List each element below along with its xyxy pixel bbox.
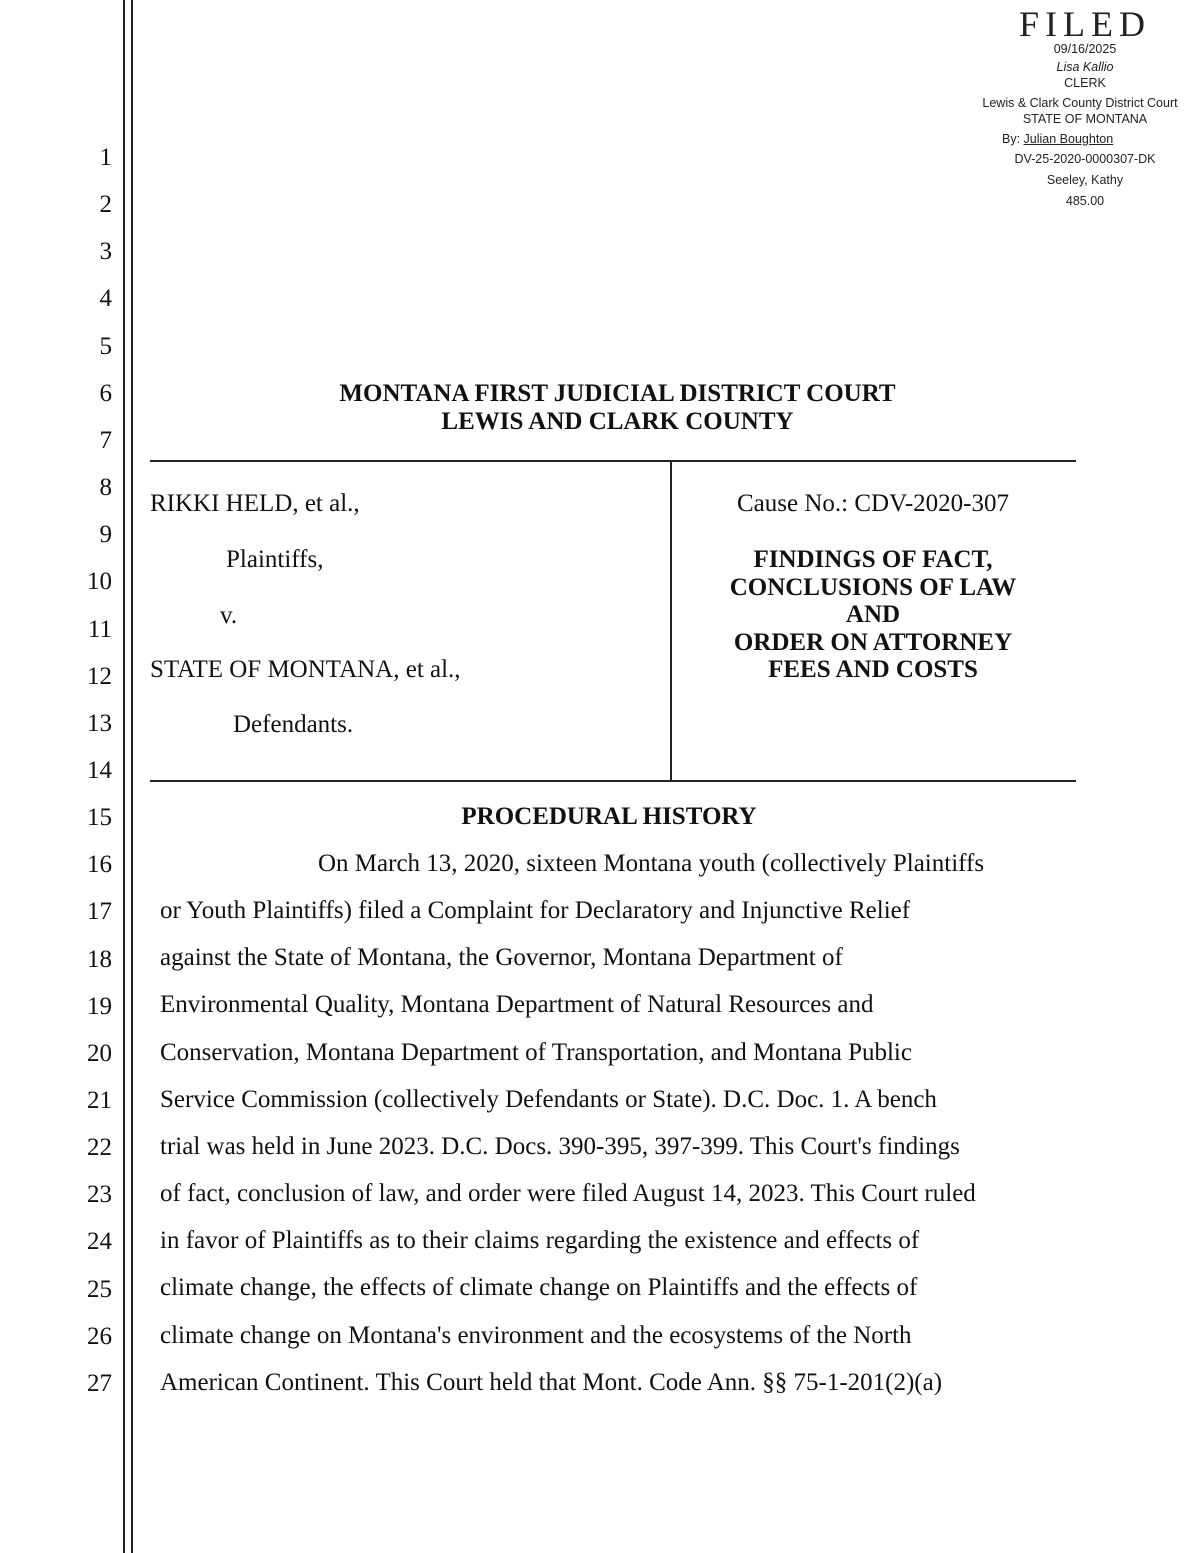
caption-divider (670, 461, 672, 781)
line-number: 3 (99, 238, 112, 266)
document-title (690, 546, 1056, 684)
line-number: 20 (87, 1039, 112, 1067)
body-line: against the State of Montana, the Governor, Montana Department of (160, 944, 843, 972)
body-line: in favor of Plaintiffs as to their claims regarding the existence and effects of (160, 1227, 920, 1255)
court-heading (150, 380, 1085, 436)
caption-top-rule (150, 460, 1076, 462)
body-line: On March 13, 2020, sixteen Montana youth (collectively Plaintiffs (318, 850, 985, 877)
line-number: 17 (87, 898, 112, 926)
court-name: MONTANA FIRST JUDICIAL DISTRICT COURT (339, 380, 896, 407)
body-line: Conservation, Montana Department of Transportation, and Montana Public (160, 1038, 912, 1066)
defendant-role: Defendants. (233, 711, 354, 738)
line-number: 1 (99, 144, 112, 171)
court-county: LEWIS AND CLARK COUNTY (441, 408, 794, 435)
line-number: 21 (87, 1087, 112, 1114)
line-number: 12 (87, 662, 112, 690)
section-heading: PROCEDURAL HISTORY (461, 803, 757, 830)
judge-name: Seeley, Kathy (1046, 173, 1124, 187)
body-line: of fact, conclusion of law, and order were filed August 14, 2023. This Court ruled (160, 1180, 976, 1208)
clerk-court: Lewis & Clark County District Court (982, 96, 1178, 110)
line-number: 2 (99, 191, 112, 219)
line-number: 10 (87, 568, 112, 596)
body-line: American Continent. This Court held that Mont. Code Ann. §§ 75-1-201(2)(a) (160, 1368, 943, 1396)
line-number: 27 (87, 1369, 112, 1397)
by-label: By: (1002, 132, 1021, 146)
plaintiff-role: Plaintiffs, (226, 546, 324, 573)
body-line: climate change, the effects of climate change on Plaintiffs and the effects of (160, 1274, 918, 1302)
clerk-state: STATE OF MONTANA (1022, 112, 1148, 126)
versus: v. (220, 602, 238, 629)
filed-date: 09/16/2025 (1053, 42, 1117, 56)
fee-amount: 485.00 (1065, 194, 1105, 208)
clerk-name: Lisa Kallio (1056, 60, 1114, 74)
line-number: 18 (87, 945, 112, 973)
cause-number: Cause No.: CDV-2020-307 (737, 490, 1009, 517)
caption-bottom-rule (150, 780, 1076, 782)
line-number: 5 (99, 332, 112, 360)
line-number: 8 (99, 474, 112, 502)
line-number: 6 (99, 379, 112, 407)
line-number: 15 (87, 804, 112, 832)
line-number: 25 (87, 1275, 112, 1303)
filed-label: FILED (1019, 4, 1151, 44)
line-number: 26 (87, 1322, 112, 1350)
line-number: 9 (99, 521, 112, 549)
title-line: CONCLUSIONS OF LAW (729, 573, 1017, 601)
body-line: trial was held in June 2023. D.C. Docs. 390-395, 397-399. This Court's findings (160, 1132, 960, 1160)
title-line: ORDER ON ATTORNEY (733, 628, 1013, 656)
filed-by (1002, 132, 1151, 147)
body-line: climate change on Montana's environment and the ecosystems of the North (160, 1321, 912, 1349)
line-number: 13 (87, 709, 112, 737)
body-line: or Youth Plaintiffs) filed a Complaint for Declaratory and Injunctive Relief (160, 897, 911, 925)
margin-rule-right (131, 0, 133, 1553)
body-line: Environmental Quality, Montana Department of Natural Resources and (160, 991, 874, 1019)
plaintiff-name: RIKKI HELD, et al., (150, 490, 360, 517)
line-number: 7 (99, 426, 112, 454)
clerk-title: CLERK (1064, 76, 1106, 90)
line-number: 24 (87, 1228, 112, 1256)
line-number: 11 (87, 615, 112, 643)
title-line: FINDINGS OF FACT, (753, 546, 993, 573)
title-line: AND (845, 601, 901, 628)
margin-rule-left (123, 0, 125, 1553)
line-number: 19 (87, 992, 112, 1020)
title-line: FEES AND COSTS (768, 656, 978, 683)
line-number: 22 (87, 1134, 112, 1162)
line-number: 4 (99, 285, 112, 313)
body-line: Service Commission (collectively Defendants or State). D.C. Doc. 1. A bench (160, 1085, 937, 1113)
line-number: 16 (87, 851, 112, 879)
line-number: 14 (87, 756, 112, 784)
defendant-name: STATE OF MONTANA, et al., (150, 656, 461, 683)
line-number: 23 (87, 1181, 112, 1209)
case-id: DV-25-2020-0000307-DK (1014, 152, 1156, 166)
by-name: Julian Boughton (1023, 132, 1114, 146)
